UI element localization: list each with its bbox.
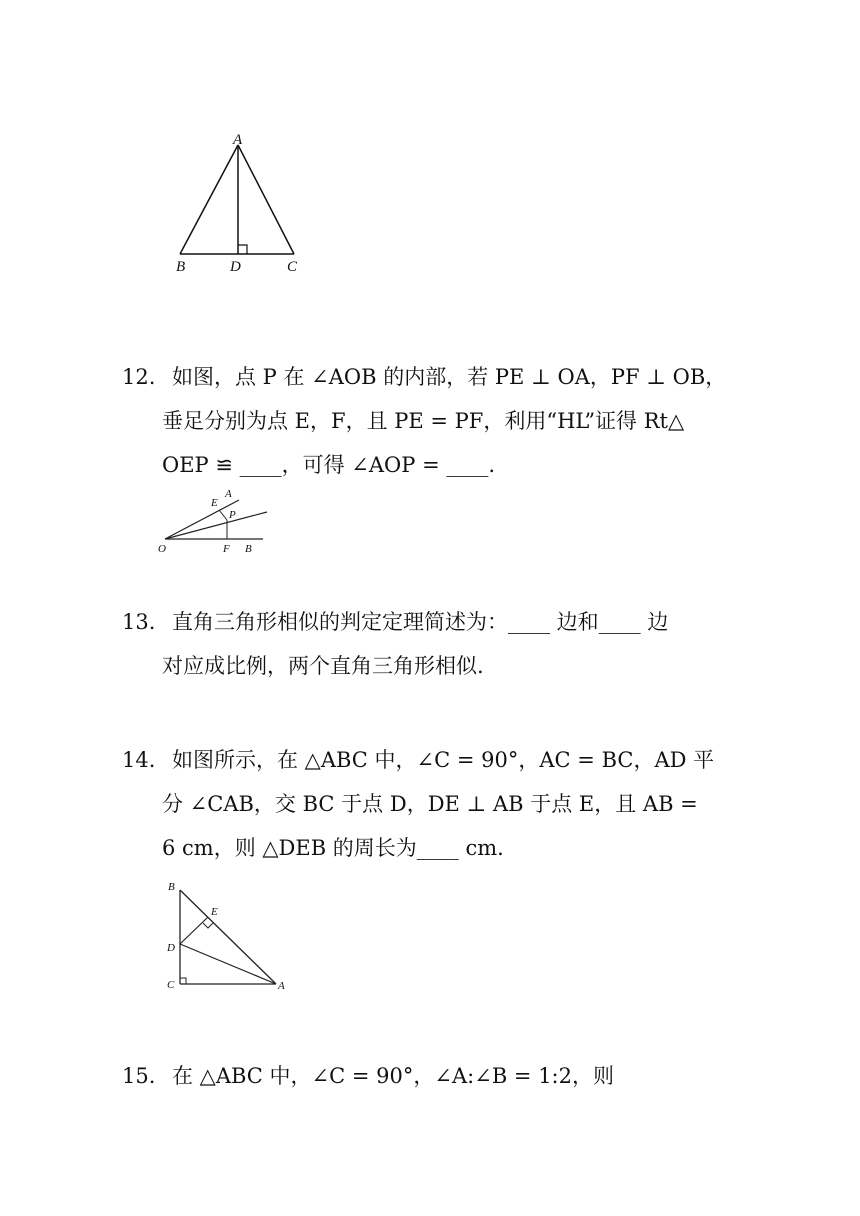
label-a: A [225, 488, 232, 500]
question-number: 12. [122, 365, 156, 389]
label-d: D [230, 259, 241, 275]
question-number: 15. [122, 1064, 156, 1088]
label-e: E [211, 497, 218, 509]
angle-aob-figure [155, 484, 275, 558]
question-line: 如图，点 P 在 ∠AOB 的内部，若 PE ⊥ OA，PF ⊥ OB， [172, 365, 727, 389]
label-a: A [233, 132, 243, 148]
right-triangle-abc-figure [162, 876, 302, 998]
question-line: 分 ∠CAB，交 BC 于点 D，DE ⊥ AB 于点 E，且 AB = [162, 792, 698, 816]
label-f: F [223, 543, 230, 555]
triangle-abc-figure [170, 130, 310, 280]
label-b: B [168, 881, 175, 893]
label-e: E [211, 906, 218, 918]
question-line: 对应成比例，两个直角三角形相似. [162, 654, 484, 678]
question-number: 13. [122, 610, 156, 634]
label-c: C [167, 979, 175, 991]
question-line: OEP ≌ ____，可得 ∠AOP = ____. [162, 453, 496, 477]
label-a: A [278, 980, 285, 992]
question-line: 直角三角形相似的判定定理简述为：____ 边和____ 边 [172, 610, 669, 634]
question-number: 14. [122, 748, 156, 772]
label-c: C [287, 259, 298, 275]
question-line: 在 △ABC 中，∠C = 90°，∠A:∠B = 1:2，则 [172, 1064, 614, 1088]
label-p: P [229, 509, 236, 521]
label-b: B [245, 543, 252, 555]
question-line: 如图所示，在 △ABC 中，∠C = 90°，AC = BC，AD 平 [172, 748, 715, 772]
label-b: B [176, 259, 186, 275]
label-d: D [167, 942, 175, 954]
question-line: 6 cm，则 △DEB 的周长为____ cm. [162, 836, 504, 860]
label-o: O [158, 543, 166, 555]
question-line: 垂足分别为点 E，F，且 PE = PF，利用“HL”证得 Rt△ [162, 409, 685, 433]
